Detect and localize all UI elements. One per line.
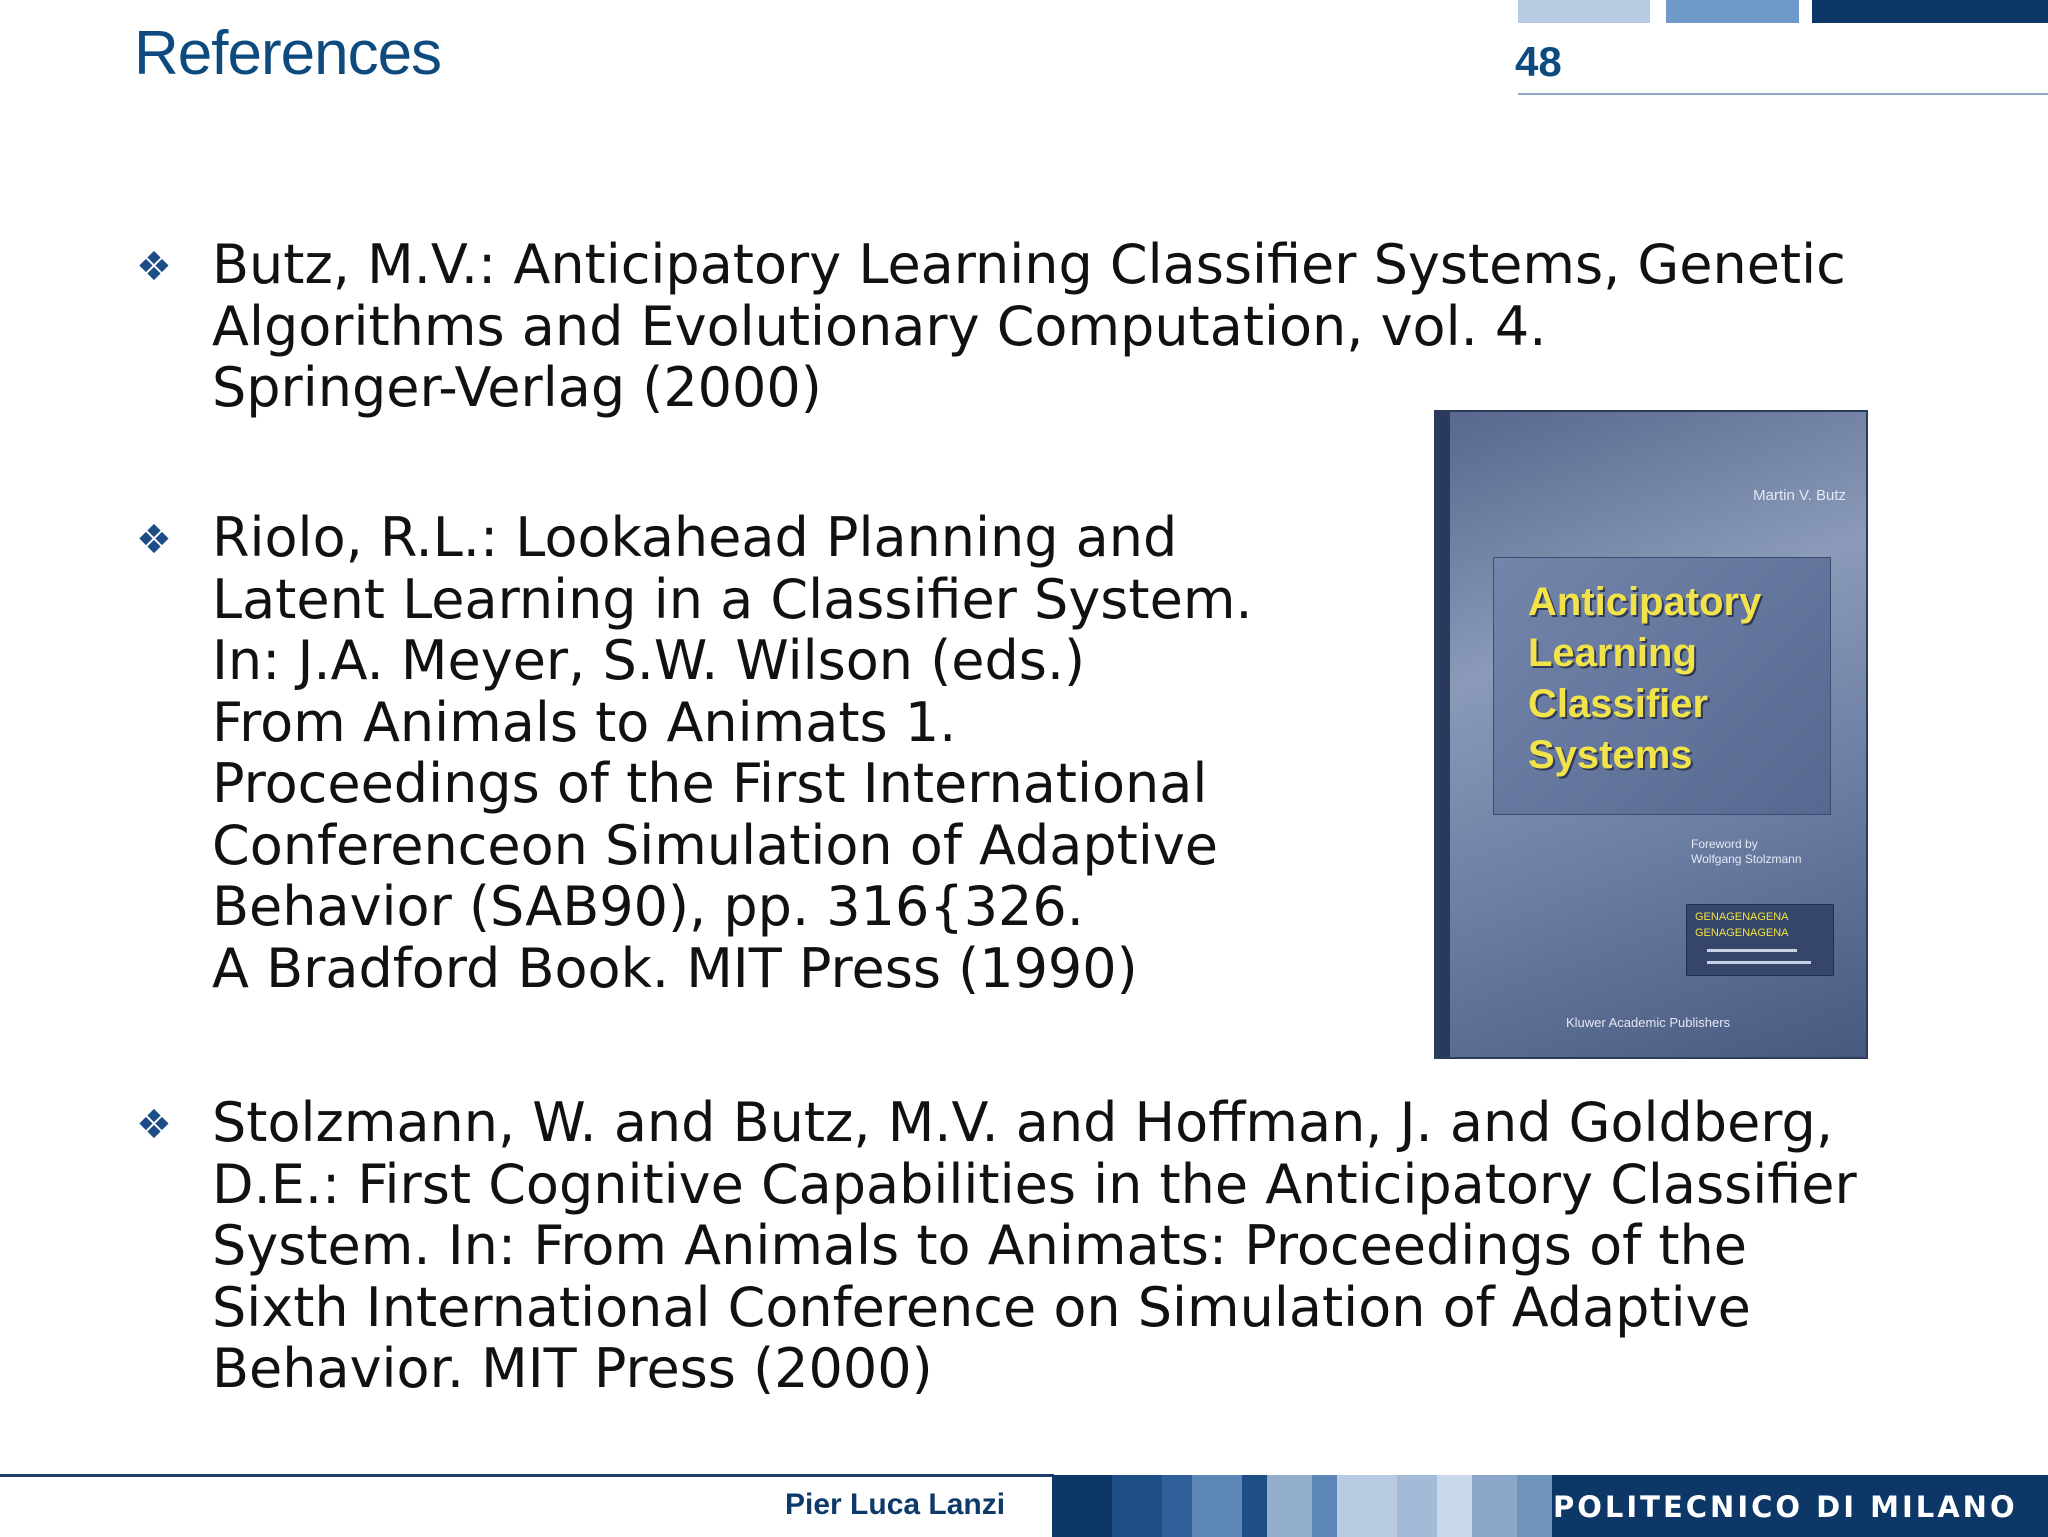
- reference-line: D.E.: First Cognitive Capabilities in the Anticipatory Classifier: [212, 1152, 1857, 1216]
- footer-bar-segment: [1397, 1475, 1437, 1537]
- book-title-panel: [1493, 557, 1831, 815]
- reference-text: [212, 1092, 1857, 1400]
- reference-line: Conferenceon Simulation of Adaptive: [212, 813, 1219, 877]
- reference-line: A Bradford Book. MIT Press (1990): [212, 936, 1138, 1000]
- footer-bar-segment: [1312, 1475, 1337, 1537]
- book-series-line: GENAGENAGENA: [1695, 911, 1789, 923]
- header-accent-bar-medium: [1666, 0, 1799, 23]
- book-series-bar: [1707, 961, 1811, 964]
- footer-bar-segment: [1112, 1475, 1162, 1537]
- book-series-logo: [1686, 904, 1834, 976]
- header-accent-bar-dark: [1812, 0, 2048, 23]
- reference-line: Proceedings of the First International: [212, 752, 1208, 815]
- slide-title: References: [134, 19, 442, 88]
- reference-line: Stolzmann, W. and Butz, M.V. and Hoffman, J. and Goldberg,: [212, 1091, 1834, 1154]
- footer-bar-segment: [1267, 1475, 1312, 1537]
- book-author: Martin V. Butz: [1753, 487, 1846, 504]
- book-foreword: [1691, 837, 1802, 867]
- page-number: 48: [1515, 38, 1562, 85]
- reference-line: Sixth International Conference on Simulation of Adaptive: [212, 1275, 1751, 1339]
- reference-line: Butz, M.V.: Anticipatory Learning Classifier Systems, Genetic: [212, 233, 1846, 296]
- book-title-line: Anticipatory: [1528, 580, 1762, 624]
- header-accent-bar-light: [1518, 0, 1650, 23]
- book-cover-image: [1434, 410, 1868, 1059]
- footer-bar-segment: [1337, 1475, 1397, 1537]
- diamond-four-bullet-icon: ❖: [136, 517, 172, 563]
- book-title-line: Systems: [1528, 733, 1693, 777]
- reference-line: In: J.A. Meyer, S.W. Wilson (eds.): [212, 629, 1086, 692]
- footer-bar-segment: [1517, 1475, 1552, 1537]
- reference-text: [212, 234, 1846, 419]
- diamond-four-bullet-icon: ❖: [136, 244, 172, 290]
- footer-author: Pier Luca Lanzi: [785, 1488, 1006, 1521]
- reference-line: From Animals to Animats 1.: [212, 690, 957, 754]
- header-rule: [1518, 93, 2048, 95]
- diamond-four-bullet-icon: ❖: [136, 1102, 172, 1148]
- footer-bar-segment: [1192, 1475, 1242, 1537]
- book-series-line: GENAGENAGENA: [1695, 927, 1789, 939]
- book-title-line: Learning: [1528, 631, 1697, 675]
- reference-line: Springer-Verlag (2000): [212, 356, 822, 419]
- footer-bar-segment: [1162, 1475, 1192, 1537]
- book-publisher: Kluwer Academic Publishers: [1566, 1015, 1731, 1030]
- footer-rule: [0, 1474, 1054, 1477]
- reference-line: Behavior. MIT Press (2000): [212, 1337, 933, 1400]
- book-title-line: Classifier: [1528, 682, 1709, 726]
- footer-bar-segment: [1242, 1475, 1267, 1537]
- reference-line: Behavior (SAB90), pp. 316{326.: [212, 875, 1084, 938]
- book-spine: [1436, 412, 1450, 1057]
- reference-text: [212, 507, 1253, 999]
- book-foreword-line: Foreword by: [1691, 837, 1758, 851]
- book-series-bar: [1707, 949, 1797, 952]
- footer-institution: POLITECNICO DI MILANO: [1553, 1490, 2018, 1524]
- book-foreword-line: Wolfgang Stolzmann: [1691, 852, 1802, 866]
- footer-bar-segment: [1437, 1475, 1472, 1537]
- footer-bar-segment: [1472, 1475, 1517, 1537]
- reference-line: Algorithms and Evolutionary Computation, vol. 4.: [212, 294, 1547, 358]
- reference-line: System. In: From Animals to Animats: Proceedings of the: [212, 1214, 1747, 1277]
- reference-line: Latent Learning in a Classifier System.: [212, 567, 1253, 631]
- reference-line: Riolo, R.L.: Lookahead Planning and: [212, 506, 1178, 569]
